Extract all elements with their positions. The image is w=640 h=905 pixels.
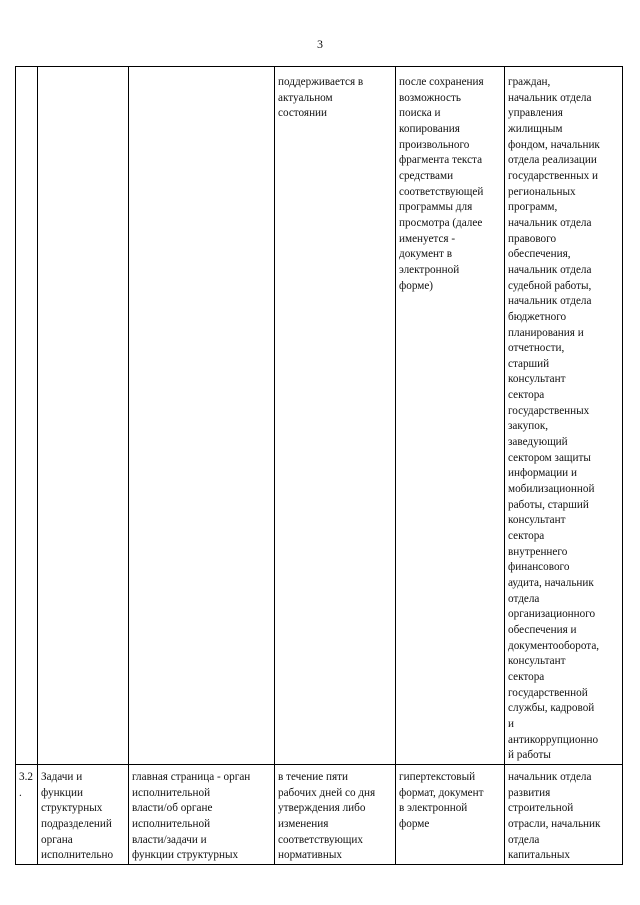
table-cell-name [38,67,129,765]
table-cell-responsible: начальник отдела развития строительной отрасли, начальник отдела капитальных [505,764,623,864]
table-cell-number: 3.2 . [16,764,38,864]
table-cell-period: поддерживается в актуальном состоянии [275,67,396,765]
table-cell-location [129,67,275,765]
page-number: 3 [317,37,323,51]
table-cell-location: главная страница - орган исполнительной власти/об органе исполнительной власти/задачи и функции структурных [129,764,275,864]
table-cell-period: в течение пяти рабочих дней со дня утверждения либо изменения соответствующих нормативных [275,764,396,864]
table-cell-format: после сохранения возможность поиска и копирования произвольного фрагмента текста средствами соответствующей программы для просмотра (далее именуется - документ в электронной форме) [396,67,505,765]
table-cell-format: гипертекстовый формат, документ в электронной форме [396,764,505,864]
document-table [15,66,623,865]
table-row [16,764,623,864]
table-cell-responsible: граждан, начальник отдела управления жилищным фондом, начальник отдела реализации государственных и региональных программ, начальник отдела правового обеспечения, начальник отдела судебной работы, начальник отдела бюджетного планирования и отчетности, старший консультант сектора государственных закупок, заведующий сектором защиты информации и мобилизационной работы, старший консультант сектора внутреннего финансового аудита, начальник отдела организационного обеспечения и документооборота, консультант сектора государственной службы, кадровой и антикоррупционно й работы [505,67,623,765]
table-cell-name: Задачи и функции структурных подразделений органа исполнительно [38,764,129,864]
table-row [16,67,623,765]
table-cell-number [16,67,38,765]
